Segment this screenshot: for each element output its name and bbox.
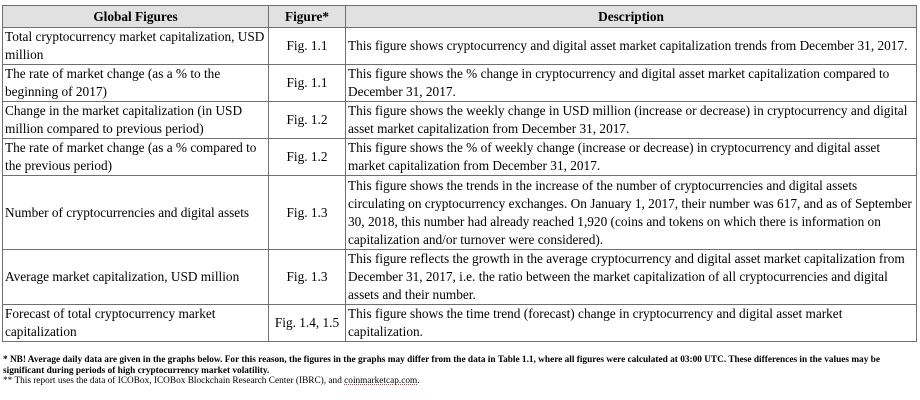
- figure-name-cell: Change in the market capitalization (in USD million compared to previous period): [3, 102, 269, 139]
- table-row: [3, 305, 917, 342]
- coinmarketcap-link[interactable]: coinmarketcap.com: [344, 376, 418, 386]
- description-cell: This figure shows the % change in cryptocurrency and digital asset market capitalization compared to December 31, 2017.: [346, 65, 917, 102]
- header-description: Description: [346, 6, 917, 28]
- footnote-data-sources: [3, 376, 915, 387]
- header-figure: Figure*: [269, 6, 346, 28]
- figure-ref-cell: Fig. 1.2: [269, 102, 346, 139]
- table-row: [3, 176, 917, 250]
- header-global-figures: Global Figures: [3, 6, 269, 28]
- figure-name-cell: Forecast of total cryptocurrency market capitalization: [3, 305, 269, 342]
- footnote-sources-text: ** This report uses the data of ICOBox, ICOBox Blockchain Research Center (IBRC), and: [3, 376, 345, 386]
- description-cell: This figure shows cryptocurrency and digital asset market capitalization trends from December 31, 2017.: [346, 28, 917, 65]
- table-header-row: [3, 6, 917, 28]
- table-row: [3, 28, 917, 65]
- figure-ref-cell: Fig. 1.4, 1.5: [269, 305, 346, 342]
- description-cell: This figure shows the time trend (forecast) change in cryptocurrency and digital asset market capitalization.: [346, 305, 917, 342]
- figure-ref-cell: Fig. 1.3: [269, 250, 346, 305]
- footnote-average-daily-data: * NB! Average daily data are given in the graphs below. For this reason, the figures in the graphs may differ from the data in Table 1.1, where all figures were calculated at 03:00 UTC. These differences in the values may be significant during periods of high cryptocurrency market volatility.: [3, 355, 880, 376]
- footnote-period: .: [417, 376, 420, 386]
- description-cell: This figure reflects the growth in the average cryptocurrency and digital asset market capitalization from December 31, 2017, i.e. the ratio between the market capitalization of all cryptocurrencies and digital assets and their number.: [346, 250, 917, 305]
- figure-name-cell: Total cryptocurrency market capitalization, USD million: [3, 28, 269, 65]
- table-row: [3, 102, 917, 139]
- table-row: [3, 250, 917, 305]
- figure-ref-cell: Fig. 1.2: [269, 139, 346, 176]
- figure-name-cell: The rate of market change (as a % to the beginning of 2017): [3, 65, 269, 102]
- global-figures-table: [2, 5, 917, 342]
- description-cell: This figure shows the weekly change in USD million (increase or decrease) in cryptocurrency and digital asset market capitalization from December 31, 2017.: [346, 102, 917, 139]
- figure-name-cell: Average market capitalization, USD million: [3, 250, 269, 305]
- footnotes: [3, 355, 915, 387]
- description-cell: This figure shows the % of weekly change (increase or decrease) in cryptocurrency and digital asset market capitalization from December 31, 2017.: [346, 139, 917, 176]
- table-row: [3, 139, 917, 176]
- figure-name-cell: Number of cryptocurrencies and digital assets: [3, 176, 269, 250]
- figure-ref-cell: Fig. 1.1: [269, 65, 346, 102]
- figure-name-cell: The rate of market change (as a % compared to the previous period): [3, 139, 269, 176]
- figure-ref-cell: Fig. 1.3: [269, 176, 346, 250]
- description-cell: This figure shows the trends in the increase of the number of cryptocurrencies and digital assets circulating on cryptocurrency exchanges. On January 1, 2017, their number was 617, and as of September 30, 2018, this number had already reached 1,920 (coins and tokens on which there is information on capitalization and/or turnover were considered).: [346, 176, 917, 250]
- data-table-container: [2, 5, 916, 342]
- table-row: [3, 65, 917, 102]
- figure-ref-cell: Fig. 1.1: [269, 28, 346, 65]
